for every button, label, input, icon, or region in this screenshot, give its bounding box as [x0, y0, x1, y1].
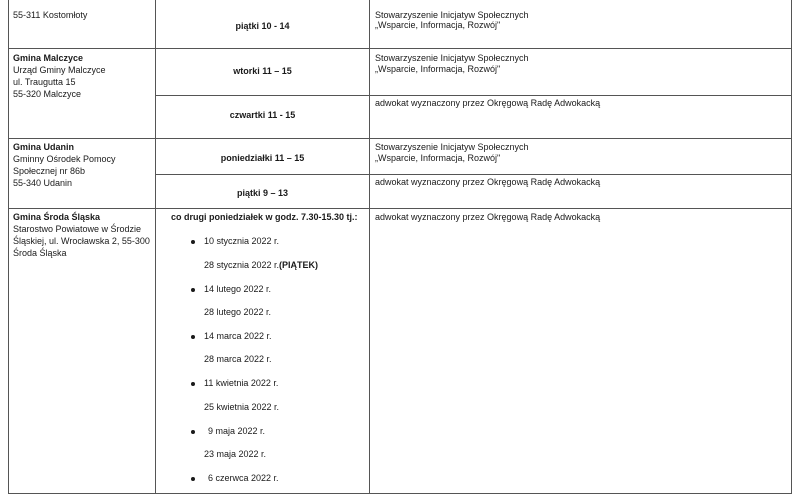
schedule-date: 9 maja 2022 r.	[208, 426, 266, 436]
row-divider	[8, 208, 792, 209]
bullet-icon	[191, 430, 195, 434]
office-address-line: Urząd Gminy Malczyce	[13, 65, 106, 75]
provider-line: adwokat wyznaczony przez Okręgową Radę Adwokacką	[375, 98, 601, 108]
office-name: Gmina Środa Śląska	[13, 212, 101, 222]
table-left-border	[8, 0, 9, 494]
sub-row-divider	[155, 174, 792, 175]
office-address-line: Śląskiej, ul. Wrocławska 2, 55-300	[13, 236, 150, 246]
office-name: Gmina Udanin	[13, 142, 75, 152]
provider-line: adwokat wyznaczony przez Okręgową Radę Adwokacką	[375, 212, 601, 222]
provider-line: „Wsparcie, Informacja, Rozwój"	[375, 153, 501, 163]
office-hours: czwartki 11 - 15	[229, 110, 296, 120]
schedule-date: 11 kwietnia 2022 r.	[204, 378, 279, 388]
sub-row-divider	[155, 95, 792, 96]
office-address-line: Społecznej nr 86b	[13, 166, 86, 176]
office-address-line: 55-311 Kostomłoty	[13, 10, 88, 20]
bullet-icon	[191, 477, 195, 481]
office-hours: wtorki 11 – 15	[233, 66, 292, 76]
office-address-line: 55-320 Malczyce	[13, 89, 82, 99]
schedule-date: 28 lutego 2022 r.	[204, 307, 272, 317]
provider-line: Stowarzyszenie Inicjatyw Społecznych	[375, 10, 529, 20]
office-name: Gmina Malczyce	[13, 53, 84, 63]
office-address-line: ul. Traugutta 15	[13, 77, 76, 87]
bullet-icon	[191, 335, 195, 339]
provider-line: Stowarzyszenie Inicjatyw Społecznych	[375, 53, 529, 63]
schedule-table	[8, 0, 792, 494]
bullet-icon	[191, 382, 195, 386]
provider-line: adwokat wyznaczony przez Okręgową Radę Adwokacką	[375, 177, 601, 187]
office-hours: piątki 9 – 13	[236, 188, 289, 198]
bullet-icon	[191, 288, 195, 292]
schedule-date: 10 stycznia 2022 r.	[204, 236, 280, 246]
office-address-line: Środa Śląska	[13, 248, 67, 258]
provider-line: „Wsparcie, Informacja, Rozwój"	[375, 64, 501, 74]
row-divider	[8, 138, 792, 139]
provider-line: Stowarzyszenie Inicjatyw Społecznych	[375, 142, 529, 152]
schedule-date: 23 maja 2022 r.	[204, 449, 267, 459]
bullet-icon	[191, 240, 195, 244]
office-address-line: Gminny Ośrodek Pomocy	[13, 154, 116, 164]
row-divider	[8, 48, 792, 49]
office-address-line: 55-340 Udanin	[13, 178, 73, 188]
provider-line: „Wsparcie, Informacja, Rozwój"	[375, 20, 501, 30]
schedule-date: 6 czerwca 2022 r.	[208, 473, 279, 483]
schedule-date: 28 marca 2022 r.	[204, 354, 272, 364]
schedule-date: 14 lutego 2022 r.	[204, 284, 272, 294]
schedule-header: co drugi poniedziałek w godz. 7.30-15.30 tj.:	[171, 212, 358, 222]
schedule-date: 25 kwietnia 2022 r.	[204, 402, 280, 412]
table-right-border	[791, 0, 792, 494]
schedule-date-text: 28 stycznia 2022 r.	[204, 260, 280, 270]
office-hours: poniedziałki 11 – 15	[220, 153, 305, 163]
office-hours: piątki 10 - 14	[235, 21, 290, 31]
column-divider	[369, 0, 370, 494]
schedule-date-note: (PIĄTEK)	[279, 260, 319, 270]
schedule-date: 14 marca 2022 r.	[204, 331, 272, 341]
table-bottom-border	[8, 493, 792, 494]
office-address-line: Starostwo Powiatowe w Środzie	[13, 224, 142, 234]
schedule-date	[204, 259, 318, 271]
